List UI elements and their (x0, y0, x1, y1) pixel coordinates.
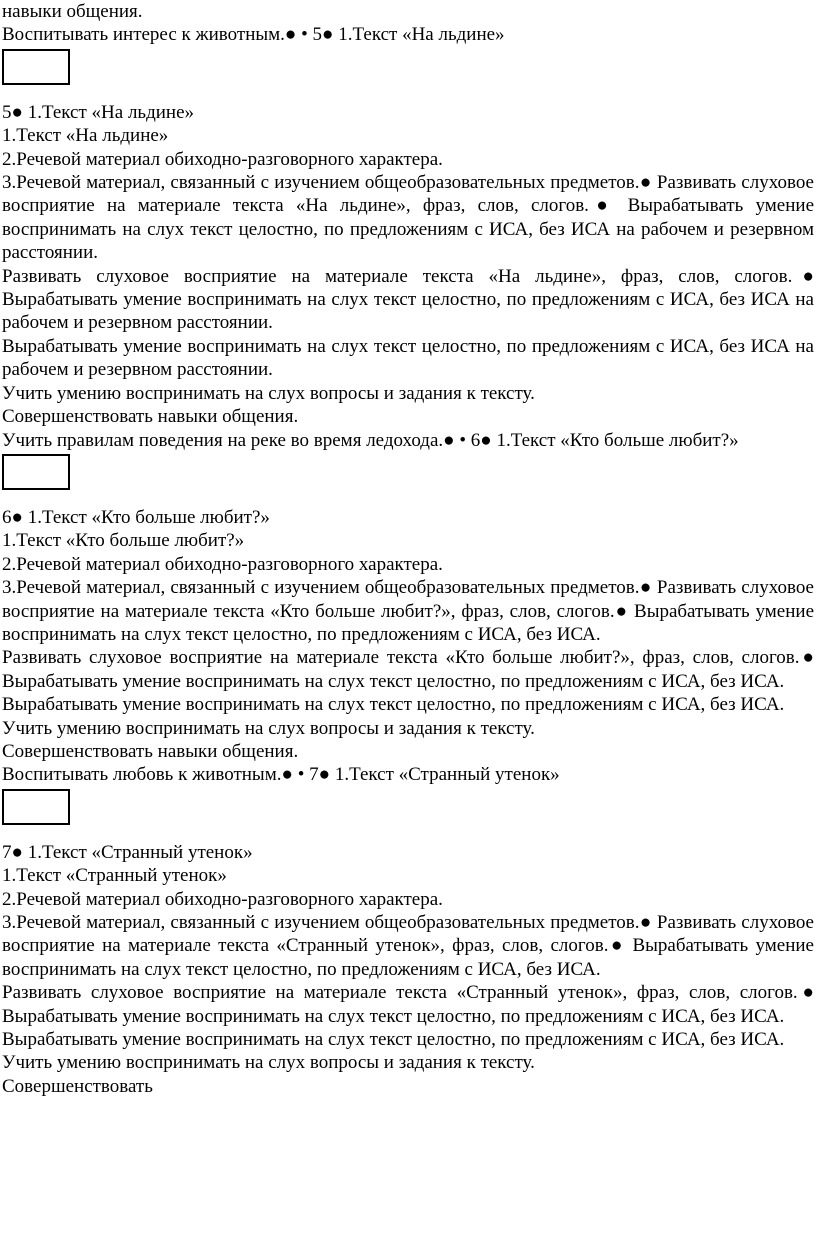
text-line: 1.Текст «На льдине» (2, 125, 169, 147)
text-line: 2.Речевой материал обиходно-разговорного характера. (2, 148, 443, 170)
lesson-header: 6● 1.Текст «Кто больше любит?» (2, 506, 270, 528)
text-paragraph: Вырабатывать умение воспринимать на слух текст целостно, по предложениям с ИСА, без ИСА на рабочем и резервном расстоянии. (2, 335, 814, 381)
text-paragraph: Вырабатывать умение воспринимать на слух текст целостно, по предложениям с ИСА, без ИСА. (2, 694, 785, 716)
text-line: 2.Речевой материал обиходно-разговорного характера. (2, 553, 443, 575)
text-paragraph: Развивать слуховое восприятие на материале текста «Странный утенок», фраз, слов, слогов.● Вырабатывать умение воспринимать на слух текст целостно, по предложениям с ИСА, без ИСА. (2, 982, 814, 1027)
empty-table-cell (2, 454, 70, 490)
text-paragraph: Вырабатывать умение воспринимать на слух текст целостно, по предложениям с ИСА, без ИСА. (2, 1029, 785, 1051)
text-line: Учить умению воспринимать на слух вопросы и задания к тексту. (2, 1052, 535, 1074)
text-paragraph: Развивать слуховое восприятие на материале текста «Кто больше любит?», фраз, слов, слогов.● Вырабатывать умение воспринимать на слух текст целостно, по предложениям с ИСА, без ИСА. (2, 647, 814, 692)
text-line: Учить умению воспринимать на слух вопросы и задания к тексту. (2, 382, 535, 404)
text-line: Воспитывать любовь к животным.● • 7● 1.Текст «Странный утенок» (2, 764, 560, 786)
text-line: Совершенствовать навыки общения. (2, 740, 299, 762)
text-paragraph: 3.Речевой материал, связанный с изучением общеобразовательных предметов.● Развивать слуховое восприятие на материале текста «Кто больше любит?», фраз, слов, слогов.● Вырабатывать умение воспринимать на слух текст целостно, по предложениям с ИСА, без ИСА. (2, 577, 814, 645)
text-paragraph: 3.Речевой материал, связанный с изучением общеобразовательных предметов.● Развивать слуховое восприятие на материале текста «Странный утенок», фраз, слов, слогов.● Вырабатывать умение воспринимать на слух текст целостно, по предложениям с ИСА, без ИСА. (2, 912, 814, 980)
text-line: Учить умению воспринимать на слух вопросы и задания к тексту. (2, 717, 535, 739)
text-line: 2.Речевой материал обиходно-разговорного характера. (2, 888, 443, 910)
text-line: Совершенствовать (2, 1075, 153, 1097)
text-line: 1.Текст «Кто больше любит?» (2, 530, 245, 552)
lesson-header: 7● 1.Текст «Странный утенок» (2, 841, 253, 863)
empty-table-cell (2, 789, 70, 825)
spacer (2, 492, 814, 506)
text-line: Воспитывать интерес к животным.● • 5● 1.Текст «На льдине» (2, 24, 505, 46)
spacer (2, 87, 814, 101)
text-paragraph: Развивать слуховое восприятие на материале текста «На льдине», фраз, слов, слогов.● Вырабатывать умение воспринимать на слух текст целостно, по предложениям с ИСА, без ИСА на рабочем и резервном расстоянии. (2, 265, 814, 334)
text-line: Совершенствовать навыки общения. (2, 406, 299, 428)
lesson-header: 5● 1.Текст «На льдине» (2, 101, 195, 123)
text-line: навыки общения. (2, 1, 143, 22)
empty-table-cell (2, 49, 70, 85)
text-line: Учить правилам поведения на реке во время ледохода.● • 6● 1.Текст «Кто больше любит?» (2, 429, 739, 451)
spacer (2, 827, 814, 841)
text-line: 1.Текст «Странный утенок» (2, 865, 227, 887)
text-paragraph: 3.Речевой материал, связанный с изучением общеобразовательных предметов.● Развивать слуховое восприятие на материале текста «На льдине», фраз, слов, слогов.● Вырабатывать умение воспринимать на слух текст целостно, по предложениям с ИСА, без ИСА на рабочем и резервном расстоянии. (2, 172, 814, 264)
